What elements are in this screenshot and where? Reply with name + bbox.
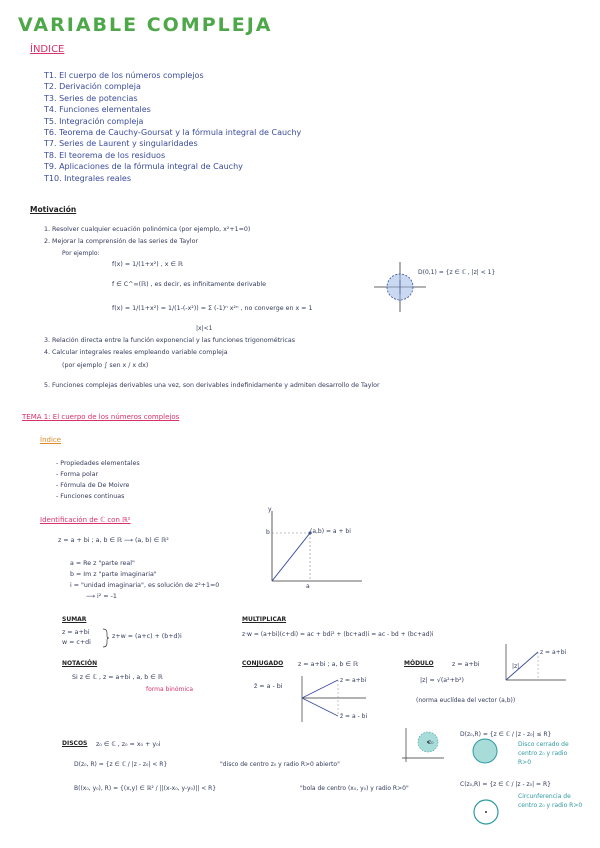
- open-disc-def: D(z₀, R) = {z ∈ ℂ / |z - z₀| < R}: [74, 761, 168, 768]
- circumference-plot: [470, 796, 502, 828]
- conjugate-bar: z̄ = a - bi: [254, 683, 283, 690]
- motivation-item-3: 3. Relación directa entre la función exponencial y las funciones trigonométricas: [44, 337, 295, 344]
- index-item: T3. Series de potencias: [44, 93, 138, 103]
- open-disc-desc: "disco de centro z₀ y radio R>0 abierto": [220, 761, 340, 768]
- tema1-index-item: - Fórmula de De Moivre: [56, 482, 130, 489]
- tema1-heading: TEMA 1: El cuerpo de los números complejos: [22, 413, 180, 421]
- ball-def: B((x₀, y₀), R) = {(x,y) ∈ ℝ² / ||(x-x₀, y-y₀)|| < R}: [74, 785, 217, 792]
- plane-axis-a: a: [306, 583, 310, 590]
- index-item: T9. Aplicaciones de la fórmula integral de Cauchy: [44, 162, 243, 172]
- closed-disc-desc: Disco cerrado de centro z₀ y radio R>0: [518, 741, 569, 766]
- modulus-plot: [500, 640, 572, 686]
- index-list: [44, 70, 301, 184]
- notation-line: Si z ∈ ℂ , z = a+bi , a, b ∈ ℝ: [72, 674, 163, 681]
- identification-line: z = a + bi ; a, b ∈ ℝ ⟶ (a, b) ∈ ℝ²: [58, 537, 169, 544]
- closed-disc-plot: [470, 736, 500, 766]
- notation-form: forma binómica: [146, 686, 194, 693]
- brace-icon: [102, 628, 110, 648]
- modulus-formula: |z| = √(a²+b²): [420, 677, 464, 684]
- modulus-plot-z: z = a+bi: [540, 649, 567, 656]
- i-squared: ⟶ i² = -1: [86, 593, 117, 600]
- sum-w: w = c+di: [62, 639, 91, 646]
- real-part: a = Re z "parte real": [70, 560, 135, 567]
- index-item: T2. Derivación compleja: [44, 82, 141, 92]
- motivation-item-5: 5. Funciones complejas derivables una vez, son derivables indefinidamente y admiten desarrollo de Taylor: [44, 382, 380, 389]
- sum-z: z = a+bi: [62, 629, 90, 636]
- plane-point-label: (a,b) = a + bi: [310, 528, 351, 535]
- index-item: T1. El cuerpo de los números complejos: [44, 71, 204, 80]
- ball-desc: "bola de centro (x₀, y₀) y radio R>0": [300, 785, 409, 792]
- index-item: T10. Integrales reales: [44, 173, 132, 183]
- closed-disc-def: D(z₀,R) = {z ∈ ℂ / |z - z₀| ≤ R}: [460, 731, 552, 738]
- complex-plane-plot: [258, 505, 368, 587]
- motivation-item-4: 4. Calcular integrales reales empleando variable compleja: [44, 349, 228, 356]
- sum-result: z+w = (a+c) + (b+d)i: [112, 633, 182, 640]
- modulus-note: (norma euclídea del vector (a,b)): [416, 697, 516, 704]
- plane-axis-y: y: [268, 506, 272, 513]
- sum-heading: SUMAR: [62, 616, 87, 623]
- motivation-item-4-example: (por ejemplo ∫ sen x / x dx): [62, 362, 149, 369]
- tema1-index-item: - Forma polar: [56, 471, 99, 478]
- motivation-item-2: 2. Mejorar la comprensión de las series de Taylor: [44, 238, 199, 245]
- modulus-z: z = a+bi: [452, 661, 480, 668]
- tema1-index-item: - Funciones continuas: [56, 493, 125, 500]
- motivation-item-1: 1. Resolver cualquier ecuación polinómica (por ejemplo, x²+1=0): [44, 226, 251, 233]
- index-item: T8. El teorema de los residuos: [44, 150, 166, 160]
- f-definition: f(x) = 1/(1+x²) , x ∈ ℝ: [112, 261, 183, 268]
- index-item: T4. Funciones elementales: [44, 105, 151, 115]
- conjugate-plot-z: z = a+bi: [340, 677, 367, 684]
- imaginary-unit: i = "unidad imaginaria", es solución de z²+1=0: [70, 582, 220, 589]
- disc-plot-z0: z₀: [428, 739, 434, 746]
- disc-plot: [398, 726, 448, 764]
- unit-disk-plot: [370, 258, 430, 316]
- f-series: f(x) = 1/(1+x²) = 1/(1-(-x²)) = Σ (-1)ⁿ x²ⁿ , no converge en x = 1: [112, 305, 313, 312]
- discs-heading: DISCOS: [62, 740, 88, 747]
- mult-result: z·w = (a+bi)(c+di) = ac + bdi² + (bc+ad)i = ac - bd + (bc+ad)i: [242, 631, 434, 638]
- notation-heading: NOTACIÓN: [62, 660, 98, 667]
- index-item: T6. Teorema de Cauchy-Goursat y la fórmula integral de Cauchy: [44, 128, 302, 138]
- index-heading: ÍNDICE: [30, 44, 65, 55]
- conjugate-heading: CONJUGADO: [242, 660, 284, 667]
- mult-heading: MULTIPLICAR: [242, 616, 287, 623]
- disk-label: D(0,1) = {z ∈ ℂ , |z| < 1}: [418, 269, 496, 276]
- tema1-index-list: [56, 458, 140, 502]
- plane-axis-b: b: [266, 529, 270, 536]
- example-label: Por ejemplo:: [62, 250, 100, 257]
- f-smoothness: f ∈ C^∞(ℝ) , es decir, es infinitamente derivable: [112, 281, 267, 288]
- identification-heading: Identificación de ℂ con ℝ²: [40, 516, 131, 524]
- tema1-index-item: - Propiedades elementales: [56, 460, 140, 467]
- discs-center: z₀ ∈ ℂ , z₀ = x₀ + y₀i: [96, 741, 161, 748]
- modulus-plot-abs: |z|: [512, 663, 520, 670]
- imaginary-part: b = Im z "parte imaginaria": [70, 571, 157, 578]
- index-item: T7. Series de Laurent y singularidades: [44, 139, 198, 149]
- index-item: T5. Integración compleja: [44, 116, 144, 126]
- conjugate-plot-zbar: z̄ = a - bi: [340, 713, 368, 720]
- f-condition: |x|<1: [196, 325, 213, 332]
- modulus-heading: MÓDULO: [404, 660, 434, 667]
- page-title: VARIABLE COMPLEJA: [18, 14, 273, 36]
- conjugate-line: z = a+bi ; a, b ∈ ℝ: [298, 661, 358, 668]
- circumference-desc: Circunferencia de centro z₀ y radio R>0: [518, 793, 583, 809]
- circumference-def: C(z₀,R) = {z ∈ ℂ / |z - z₀| = R}: [460, 781, 551, 788]
- tema1-index-heading: Índice: [40, 436, 62, 444]
- motivation-heading: Motivación: [30, 205, 77, 214]
